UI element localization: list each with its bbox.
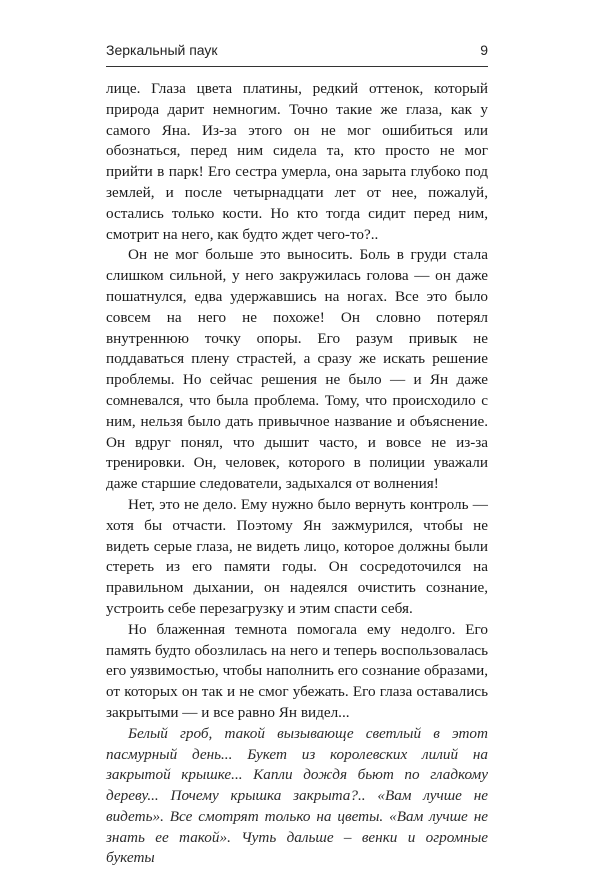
running-head	[106, 42, 488, 64]
paragraph-flashback: Белый гроб, такой вызывающе светлый в этот пасмурный день... Букет из королевских лилий на закрытой крышке... Капли дождя бьют по гладкому дереву... Почему крышка закрыта?.. «Вам лучше не видеть». Все смотрят только на цветы. «Вам лучше не знать ее такой». Чуть дальше – венки и огромные букеты	[106, 724, 488, 867]
running-head-title: Зеркальный паук	[106, 42, 218, 58]
body-text	[106, 79, 488, 869]
paragraph-4: Но блаженная темнота помогала ему недолго. Его память будто обозлилась на него и теперь воспользовалась его уязвимостью, чтобы наполнить его сознание образами, от которых он так и не смог убежать. Его глаза оставались закрытыми — и все равно Ян видел...	[106, 620, 488, 721]
paragraph-3: Нет, это не дело. Ему нужно было вернуть контроль — хотя бы отчасти. Поэтому Ян зажмурился, чтобы не видеть серые глаза, не видеть лицо, которое должны были стереть из его памяти годы. Он сосредоточился на правильном дыхании, он надеялся очистить сознание, устроить себе перезагрузку и этим спасти себя.	[106, 495, 488, 617]
paragraph-2: Он не мог больше это выносить. Боль в груди стала слишком сильной, у него закружилась голова — он даже пошатнулся, едва удержавшись на ногах. Все это было совсем на него не похоже! Он словно потерял внутреннюю точку опоры. Его разум привык не поддаваться плену страстей, а сразу же искать решение проблемы. Но сейчас решения не было — и Ян даже сомневался, что была проблема. Тому, что происходило с ним, нельзя было дать привычное название и объяснение. Он вдруг понял, что дышит часто, и вовсе не из-за тренировки. Он, человек, которого в полиции уважали даже старшие следователи, задыхался от волнения!	[106, 246, 488, 493]
paragraph-1: лице. Глаза цвета платины, редкий оттенок, который природа дарит немногим. Точно такие же глаза, как у самого Яна. Из-за этого он не мог ошибиться или обознаться, перед ним сидела та, кто просто не мог прийти в парк! Его сестра умерла, она зарыта глубоко под землей, и после четырнадцати лет от нее, пожалуй, остались только кости. Но кто тогда сидит перед ним, смотрит на него, как будто ждет чего-то?..	[106, 80, 488, 243]
page-number: 9	[480, 42, 488, 58]
header-rule	[106, 66, 488, 67]
